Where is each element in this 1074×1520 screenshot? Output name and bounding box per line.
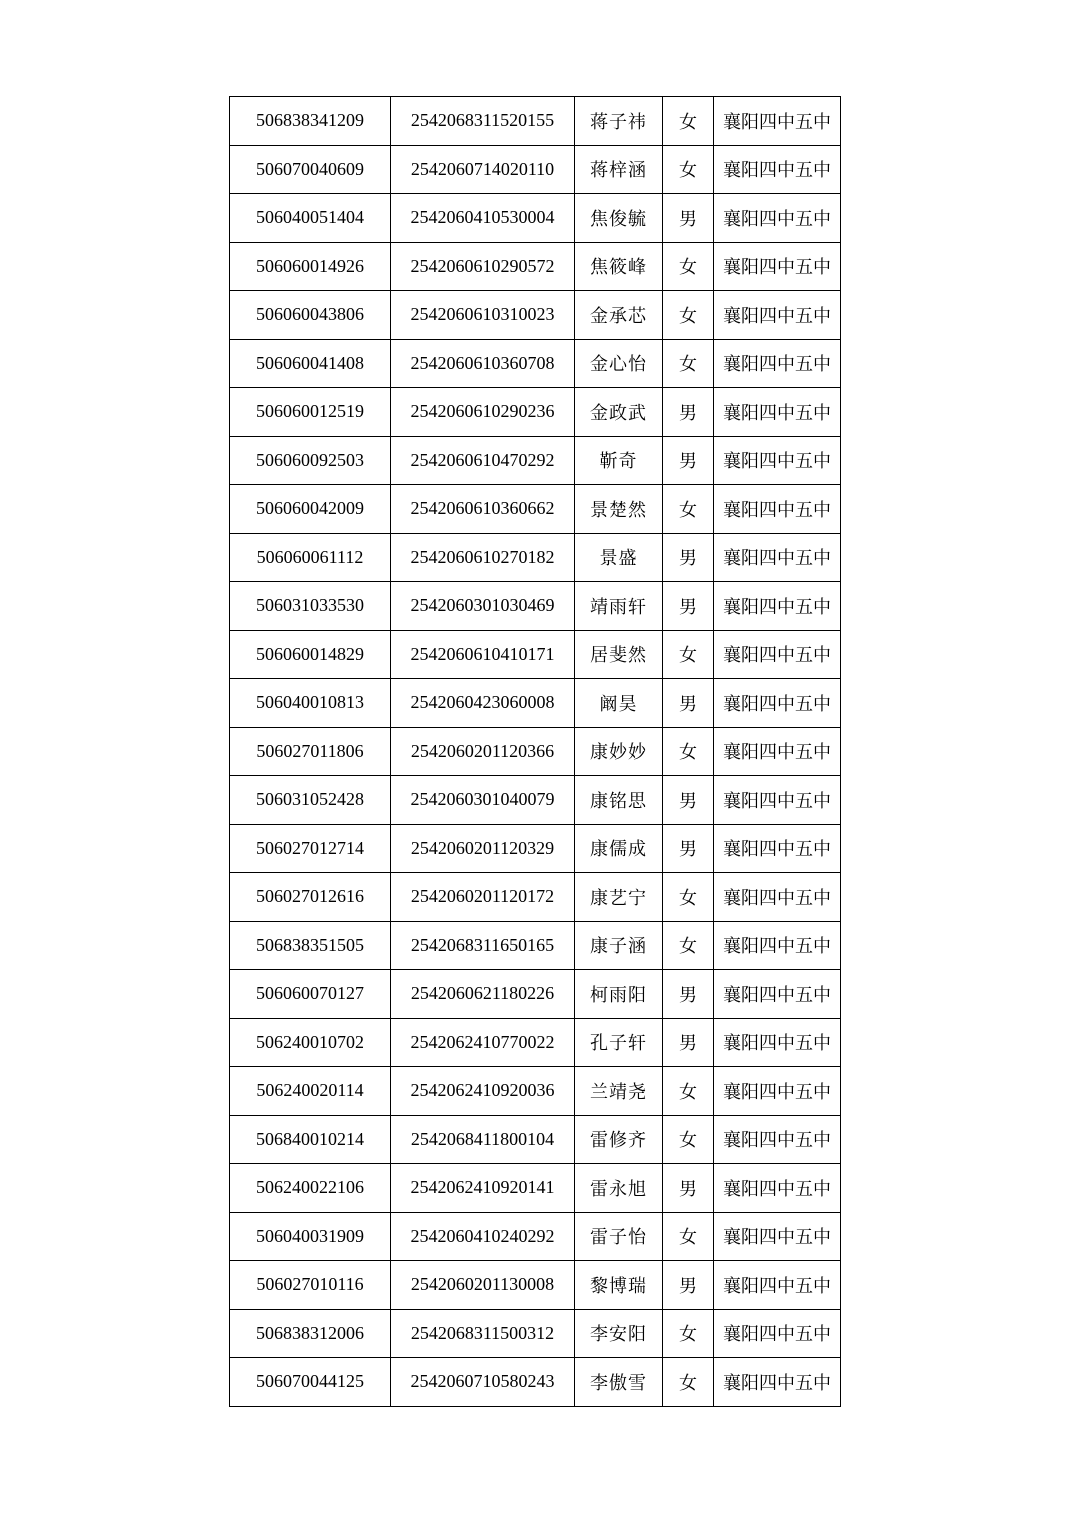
student-name-cell: 柯雨阳 [575, 970, 663, 1019]
school-cell: 襄阳四中五中 [714, 291, 841, 340]
school-cell: 襄阳四中五中 [714, 1164, 841, 1213]
exam-number-cell: 506060070127 [230, 970, 391, 1019]
gender-cell: 女 [663, 727, 714, 776]
school-cell: 襄阳四中五中 [714, 1115, 841, 1164]
exam-number-cell: 506027012714 [230, 824, 391, 873]
table-row [230, 679, 841, 728]
exam-number-cell: 506240010702 [230, 1018, 391, 1067]
exam-number-cell: 506070044125 [230, 1358, 391, 1407]
exam-number-cell: 506060061112 [230, 533, 391, 582]
student-name-cell: 蒋子祎 [575, 97, 663, 146]
student-name-cell: 阚昊 [575, 679, 663, 728]
school-cell: 襄阳四中五中 [714, 776, 841, 825]
exam-number-cell: 506070040609 [230, 145, 391, 194]
gender-cell: 男 [663, 776, 714, 825]
exam-number-cell: 506060014829 [230, 630, 391, 679]
exam-number-cell: 506040051404 [230, 194, 391, 243]
student-name-cell: 康艺宁 [575, 873, 663, 922]
gender-cell: 男 [663, 1018, 714, 1067]
table-row [230, 485, 841, 534]
gender-cell: 女 [663, 291, 714, 340]
exam-number-cell: 506040010813 [230, 679, 391, 728]
table-row [230, 242, 841, 291]
gender-cell: 男 [663, 1261, 714, 1310]
school-cell: 襄阳四中五中 [714, 145, 841, 194]
table-row [230, 145, 841, 194]
gender-cell: 女 [663, 485, 714, 534]
table-row [230, 1212, 841, 1261]
gender-cell: 女 [663, 1212, 714, 1261]
gender-cell: 女 [663, 1067, 714, 1116]
gender-cell: 女 [663, 921, 714, 970]
student-name-cell: 兰靖尧 [575, 1067, 663, 1116]
gender-cell: 女 [663, 145, 714, 194]
exam-number-cell: 506027010116 [230, 1261, 391, 1310]
exam-number-cell: 506838351505 [230, 921, 391, 970]
school-cell: 襄阳四中五中 [714, 388, 841, 437]
exam-number-cell: 506040031909 [230, 1212, 391, 1261]
table-body [230, 97, 841, 1407]
table-row [230, 194, 841, 243]
registration-id-cell: 2542068311650165 [391, 921, 575, 970]
school-cell: 襄阳四中五中 [714, 1212, 841, 1261]
registration-id-cell: 2542060410240292 [391, 1212, 575, 1261]
exam-number-cell: 506060012519 [230, 388, 391, 437]
school-cell: 襄阳四中五中 [714, 1358, 841, 1407]
table-row [230, 533, 841, 582]
student-name-cell: 焦筱峰 [575, 242, 663, 291]
registration-id-cell: 2542060610470292 [391, 436, 575, 485]
exam-number-cell: 506060042009 [230, 485, 391, 534]
registration-id-cell: 2542060423060008 [391, 679, 575, 728]
registration-id-cell: 2542060610290572 [391, 242, 575, 291]
student-name-cell: 蒋梓涵 [575, 145, 663, 194]
student-name-cell: 焦俊毓 [575, 194, 663, 243]
gender-cell: 男 [663, 533, 714, 582]
table-row [230, 727, 841, 776]
gender-cell: 女 [663, 1115, 714, 1164]
exam-number-cell: 506060014926 [230, 242, 391, 291]
table-row [230, 97, 841, 146]
table-row [230, 970, 841, 1019]
registration-id-cell: 2542068411800104 [391, 1115, 575, 1164]
student-name-cell: 景楚然 [575, 485, 663, 534]
table-row [230, 582, 841, 631]
registration-id-cell: 2542060610270182 [391, 533, 575, 582]
school-cell: 襄阳四中五中 [714, 1261, 841, 1310]
exam-number-cell: 506838312006 [230, 1309, 391, 1358]
registration-id-cell: 2542060301040079 [391, 776, 575, 825]
school-cell: 襄阳四中五中 [714, 436, 841, 485]
gender-cell: 女 [663, 630, 714, 679]
gender-cell: 女 [663, 97, 714, 146]
registration-id-cell: 2542060610360708 [391, 339, 575, 388]
exam-number-cell: 506060043806 [230, 291, 391, 340]
school-cell: 襄阳四中五中 [714, 194, 841, 243]
registration-id-cell: 2542062410920036 [391, 1067, 575, 1116]
exam-number-cell: 506027011806 [230, 727, 391, 776]
registration-id-cell: 2542060201120172 [391, 873, 575, 922]
gender-cell: 男 [663, 1164, 714, 1213]
gender-cell: 女 [663, 1358, 714, 1407]
student-name-cell: 靖雨轩 [575, 582, 663, 631]
school-cell: 襄阳四中五中 [714, 873, 841, 922]
registration-id-cell: 2542060710580243 [391, 1358, 575, 1407]
table-row [230, 873, 841, 922]
school-cell: 襄阳四中五中 [714, 582, 841, 631]
gender-cell: 男 [663, 194, 714, 243]
table-row [230, 630, 841, 679]
registration-id-cell: 2542060621180226 [391, 970, 575, 1019]
registration-id-cell: 2542060610310023 [391, 291, 575, 340]
student-list-table [229, 96, 841, 1407]
registration-id-cell: 2542060610360662 [391, 485, 575, 534]
registration-id-cell: 2542060410530004 [391, 194, 575, 243]
registration-id-cell: 2542060201120329 [391, 824, 575, 873]
table-row [230, 388, 841, 437]
exam-number-cell: 506031052428 [230, 776, 391, 825]
registration-id-cell: 2542060301030469 [391, 582, 575, 631]
student-name-cell: 康铭思 [575, 776, 663, 825]
registration-id-cell: 2542062410770022 [391, 1018, 575, 1067]
school-cell: 襄阳四中五中 [714, 339, 841, 388]
student-name-cell: 康儒成 [575, 824, 663, 873]
student-name-cell: 黎博瑞 [575, 1261, 663, 1310]
student-name-cell: 李傲雪 [575, 1358, 663, 1407]
registration-id-cell: 2542060610410171 [391, 630, 575, 679]
table-row [230, 1115, 841, 1164]
gender-cell: 女 [663, 339, 714, 388]
exam-number-cell: 506838341209 [230, 97, 391, 146]
registration-id-cell: 2542060714020110 [391, 145, 575, 194]
school-cell: 襄阳四中五中 [714, 1067, 841, 1116]
student-name-cell: 金心怡 [575, 339, 663, 388]
student-name-cell: 康子涵 [575, 921, 663, 970]
gender-cell: 男 [663, 824, 714, 873]
school-cell: 襄阳四中五中 [714, 1018, 841, 1067]
school-cell: 襄阳四中五中 [714, 727, 841, 776]
table-row [230, 1358, 841, 1407]
exam-number-cell: 506240022106 [230, 1164, 391, 1213]
exam-number-cell: 506240020114 [230, 1067, 391, 1116]
gender-cell: 男 [663, 970, 714, 1019]
school-cell: 襄阳四中五中 [714, 679, 841, 728]
school-cell: 襄阳四中五中 [714, 485, 841, 534]
gender-cell: 男 [663, 388, 714, 437]
student-name-cell: 居斐然 [575, 630, 663, 679]
school-cell: 襄阳四中五中 [714, 97, 841, 146]
gender-cell: 女 [663, 873, 714, 922]
registration-id-cell: 2542060201120366 [391, 727, 575, 776]
school-cell: 襄阳四中五中 [714, 1309, 841, 1358]
student-name-cell: 雷子怡 [575, 1212, 663, 1261]
exam-number-cell: 506840010214 [230, 1115, 391, 1164]
gender-cell: 男 [663, 582, 714, 631]
registration-id-cell: 2542062410920141 [391, 1164, 575, 1213]
table-row [230, 1018, 841, 1067]
registration-id-cell: 2542068311520155 [391, 97, 575, 146]
student-name-cell: 金政武 [575, 388, 663, 437]
table-row [230, 1261, 841, 1310]
school-cell: 襄阳四中五中 [714, 533, 841, 582]
table-row [230, 339, 841, 388]
registration-id-cell: 2542060201130008 [391, 1261, 575, 1310]
gender-cell: 男 [663, 436, 714, 485]
school-cell: 襄阳四中五中 [714, 921, 841, 970]
registration-id-cell: 2542060610290236 [391, 388, 575, 437]
student-name-cell: 靳奇 [575, 436, 663, 485]
table-row [230, 1067, 841, 1116]
exam-number-cell: 506060092503 [230, 436, 391, 485]
student-name-cell: 雷永旭 [575, 1164, 663, 1213]
school-cell: 襄阳四中五中 [714, 242, 841, 291]
student-name-cell: 康妙妙 [575, 727, 663, 776]
student-name-cell: 金承芯 [575, 291, 663, 340]
table-row [230, 921, 841, 970]
table-row [230, 1309, 841, 1358]
exam-number-cell: 506027012616 [230, 873, 391, 922]
table-row [230, 824, 841, 873]
gender-cell: 女 [663, 242, 714, 291]
exam-number-cell: 506060041408 [230, 339, 391, 388]
table-row [230, 436, 841, 485]
student-name-cell: 李安阳 [575, 1309, 663, 1358]
registration-id-cell: 2542068311500312 [391, 1309, 575, 1358]
gender-cell: 女 [663, 1309, 714, 1358]
exam-number-cell: 506031033530 [230, 582, 391, 631]
school-cell: 襄阳四中五中 [714, 630, 841, 679]
student-name-cell: 景盛 [575, 533, 663, 582]
gender-cell: 男 [663, 679, 714, 728]
school-cell: 襄阳四中五中 [714, 824, 841, 873]
student-name-cell: 雷修齐 [575, 1115, 663, 1164]
table-row [230, 776, 841, 825]
table-row [230, 1164, 841, 1213]
student-name-cell: 孔子轩 [575, 1018, 663, 1067]
table-row [230, 291, 841, 340]
school-cell: 襄阳四中五中 [714, 970, 841, 1019]
